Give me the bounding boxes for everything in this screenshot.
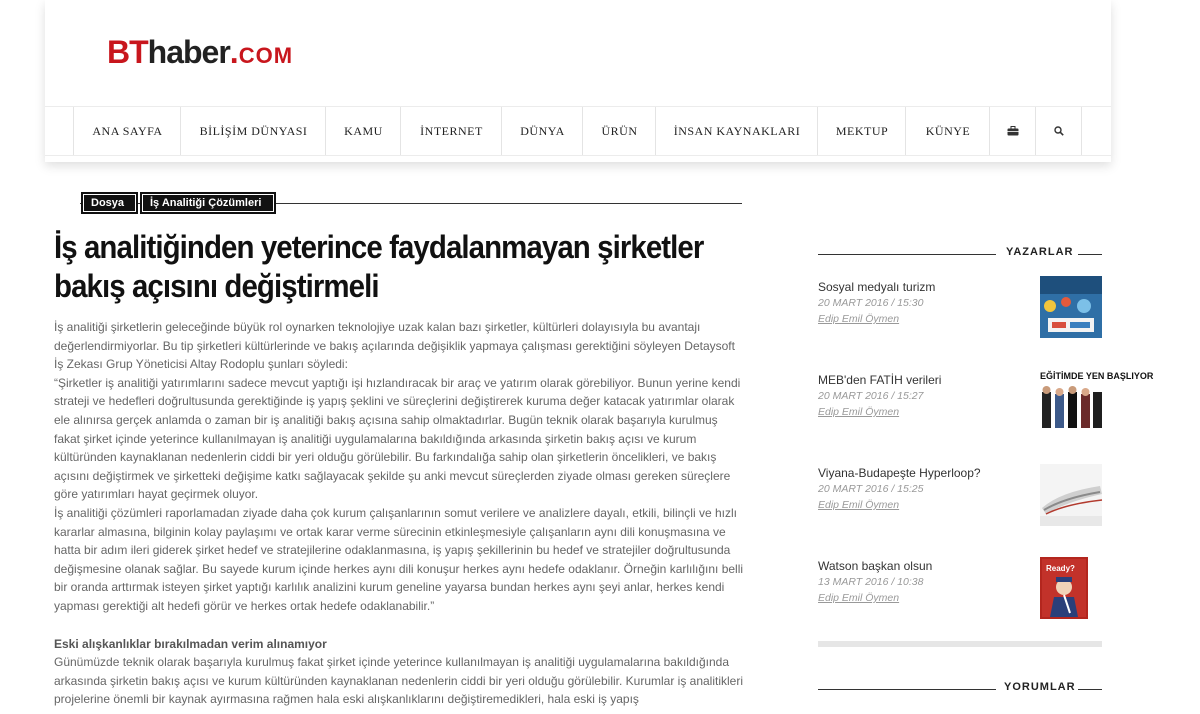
search-icon-svg (1054, 126, 1064, 136)
nav-item-bilisim-dunyasi[interactable]: BİLİŞİM DÜNYASI (180, 107, 326, 155)
thumbnail-image (1040, 557, 1088, 619)
heading-rule (818, 689, 996, 690)
post-author[interactable]: Edip Emil Öymen (818, 499, 900, 511)
paragraph: Günümüzde teknik olarak başarıyla kurulmuş fakat şirket içinde yeterince kullanılmayan iş analitiği uygulamalarına bakıldığında arkasında şirketin bakış açısı ve kurum kültüründen kaynaklanan nedenlerin ciddi bir yeri olduğu görülebilir. Kurumlar iş analitikleri projelerine önemli bir kaynak ayırmasına rağmen hala eski alışkanlıklarını değiştiremedikleri, hala eski iş yapış (54, 655, 744, 707)
site-logo[interactable] (107, 36, 293, 68)
nav-item-mektup[interactable]: MEKTUP (817, 107, 906, 155)
nav-item-kamu[interactable]: KAMU (325, 107, 401, 155)
nav-item-internet[interactable]: İNTERNET (400, 107, 502, 155)
post-title[interactable]: Sosyal medyalı turizm (818, 280, 936, 294)
nav-item-kunye[interactable]: KÜNYE (905, 107, 990, 155)
article-title-line1: İş analitiğinden yeterince faydalanmayan şirketler (54, 229, 704, 265)
post-author[interactable]: Edip Emil Öymen (818, 592, 900, 604)
writers-heading (818, 246, 1102, 262)
heading-rule (1078, 254, 1102, 255)
heading-rule (818, 254, 996, 255)
paragraph: İş analitiği çözümleri raporlamadan ziyade daha çok kurum çalışanlarının somut verilere ve analizlere dayalı, etkili, bilinçli ve hızlı kararlar almasına, bilginin kolay paylaşımı ve ortak karar verme sürecinin etkinleşmesiyle çalışanların aynı dili konuşmasına ve hatta bir adım ileri giderek şirket hedef ve stratejilerine odaklanmasına, iş yapış şekillerinin bu hedef ve stratejiler doğrultusunda değişmesine olanak sağlar. Bu sayede kurum içinde herkes aynı dili konuşur herkes aynı hedefe odaklanır. Örneğin karlılığını belli bir oranda arttırmak isteyen şirket yaptığı karlılık analizini kurum geneline yayarsa bundan herkes aynı şeyi anlar, herkes kendi yapması gerektiği alt hedefi görür ve herkes ortak hedefe odaklanabilir.” (54, 505, 744, 613)
nav-divider (1081, 107, 1082, 155)
thumb-headline: EĞİTİMDE YEN BAŞLIYOR (1040, 371, 1154, 381)
comments-heading (818, 681, 1102, 697)
logo-com: COM (238, 43, 294, 68)
tag-is-analitigi[interactable]: İş Analitiği Çözümleri (140, 192, 276, 214)
post-date: 20 MART 2016 / 15:27 (818, 390, 924, 402)
post-date: 20 MART 2016 / 15:25 (818, 483, 924, 495)
post-thumbnail[interactable] (1040, 557, 1088, 619)
thumb-headline: Ready? (1046, 564, 1075, 573)
nav-item-insan-kaynaklari[interactable]: İNSAN KAYNAKLARI (655, 107, 818, 155)
main-nav (45, 106, 1111, 156)
post-author[interactable]: Edip Emil Öymen (818, 406, 900, 418)
article-subheading: Eski alışkanlıklar bırakılmadan verim alınamıyor (54, 636, 327, 651)
logo-haber: haber (147, 34, 230, 70)
post-title[interactable]: Viyana-Budapeşte Hyperloop? (818, 466, 981, 480)
site-header (45, 0, 1111, 162)
logo-bt: BT (107, 34, 148, 70)
nav-item-dunya[interactable]: DÜNYA (501, 107, 583, 155)
post-date: 20 MART 2016 / 15:30 (818, 297, 924, 309)
briefcase-icon[interactable] (989, 107, 1036, 155)
thumbnail-image (1040, 370, 1154, 432)
post-date: 13 MART 2016 / 10:38 (818, 576, 924, 588)
writer-post[interactable] (818, 280, 1102, 344)
nav-item-urun[interactable]: ÜRÜN (582, 107, 656, 155)
article-title (54, 228, 753, 306)
comments-heading-label: YORUMLAR (1004, 681, 1076, 693)
writer-post[interactable] (818, 371, 1154, 437)
paragraph: İş analitiği şirketlerin geleceğinde büyük rol oynarken teknolojiye uzak kalan bazı şirketler, kültürleri dolayısıyla bu avantajı değerlendirmiyorlar. Bu tip şirketleri kültürlerinde ve bakış açılarında değişiklik yapmaya çalışması gerektiğini söyleyen Detaysoft İş Zekası Grup Yöneticisi Altay Rodoplu şunları söyledi: (54, 320, 735, 372)
article-body (54, 318, 744, 709)
post-title[interactable]: Watson başkan olsun (818, 559, 933, 573)
post-title[interactable]: MEB'den FATİH verileri (818, 373, 942, 387)
paragraph: “Şirketler iş analitiği yatırımlarını sadece mevcut yaptığı işi hızlandıracak bir araç ve yatırım olarak görebiliyor. Bunun yerine kendi strateji ve hedefleri doğrultusunda gerektiğinde iş yapış şeklini ve süreçlerini değiştirerek kuruma değer katacak yatırımlar olarak ele alınırsa gerçek anlamda o zaman bir iş analitiği bakış açısına sahip olmaktadırlar. Bugün teknik olarak başarıyla kurulmuş fakat şirket içinde yeterince kullanılmayan iş analitiği uygulamalarına bakıldığında arkasında şirketin bakış açısı ve kurum kültüründen kaynaklanan nedenlerin ciddi bir yeri olduğu görülebilir. Bu farkındalığa sahip olan şirketlerin öncelikleri, ve bakış açısını değiştirmek ve şirketteki değişime katkı sağlayacak şekilde şu anki mevcut süreçlerden ziyade olması gereken süreçlere göre yatırımları hayat geçirmek oluyor. (54, 375, 741, 502)
briefcase-icon-svg (1007, 126, 1019, 136)
tag-dosya[interactable]: Dosya (81, 192, 138, 214)
article-title-line2: bakış açısını değiştirmeli (54, 268, 379, 304)
nav-item-ana-sayfa[interactable]: ANA SAYFA (73, 107, 181, 155)
heading-rule (1078, 689, 1102, 690)
search-icon[interactable] (1035, 107, 1082, 155)
post-thumbnail[interactable] (1040, 370, 1154, 432)
post-author[interactable]: Edip Emil Öymen (818, 313, 900, 325)
thumbnail-image (1040, 464, 1102, 526)
post-thumbnail[interactable] (1040, 464, 1102, 526)
writer-post[interactable] (818, 559, 1102, 623)
post-thumbnail[interactable] (1040, 276, 1102, 338)
writers-heading-label: YAZARLAR (1006, 246, 1074, 258)
logo-dot: . (229, 34, 239, 70)
sidebar-divider (818, 641, 1102, 647)
thumbnail-image (1040, 276, 1102, 338)
writer-post[interactable] (818, 466, 1102, 530)
